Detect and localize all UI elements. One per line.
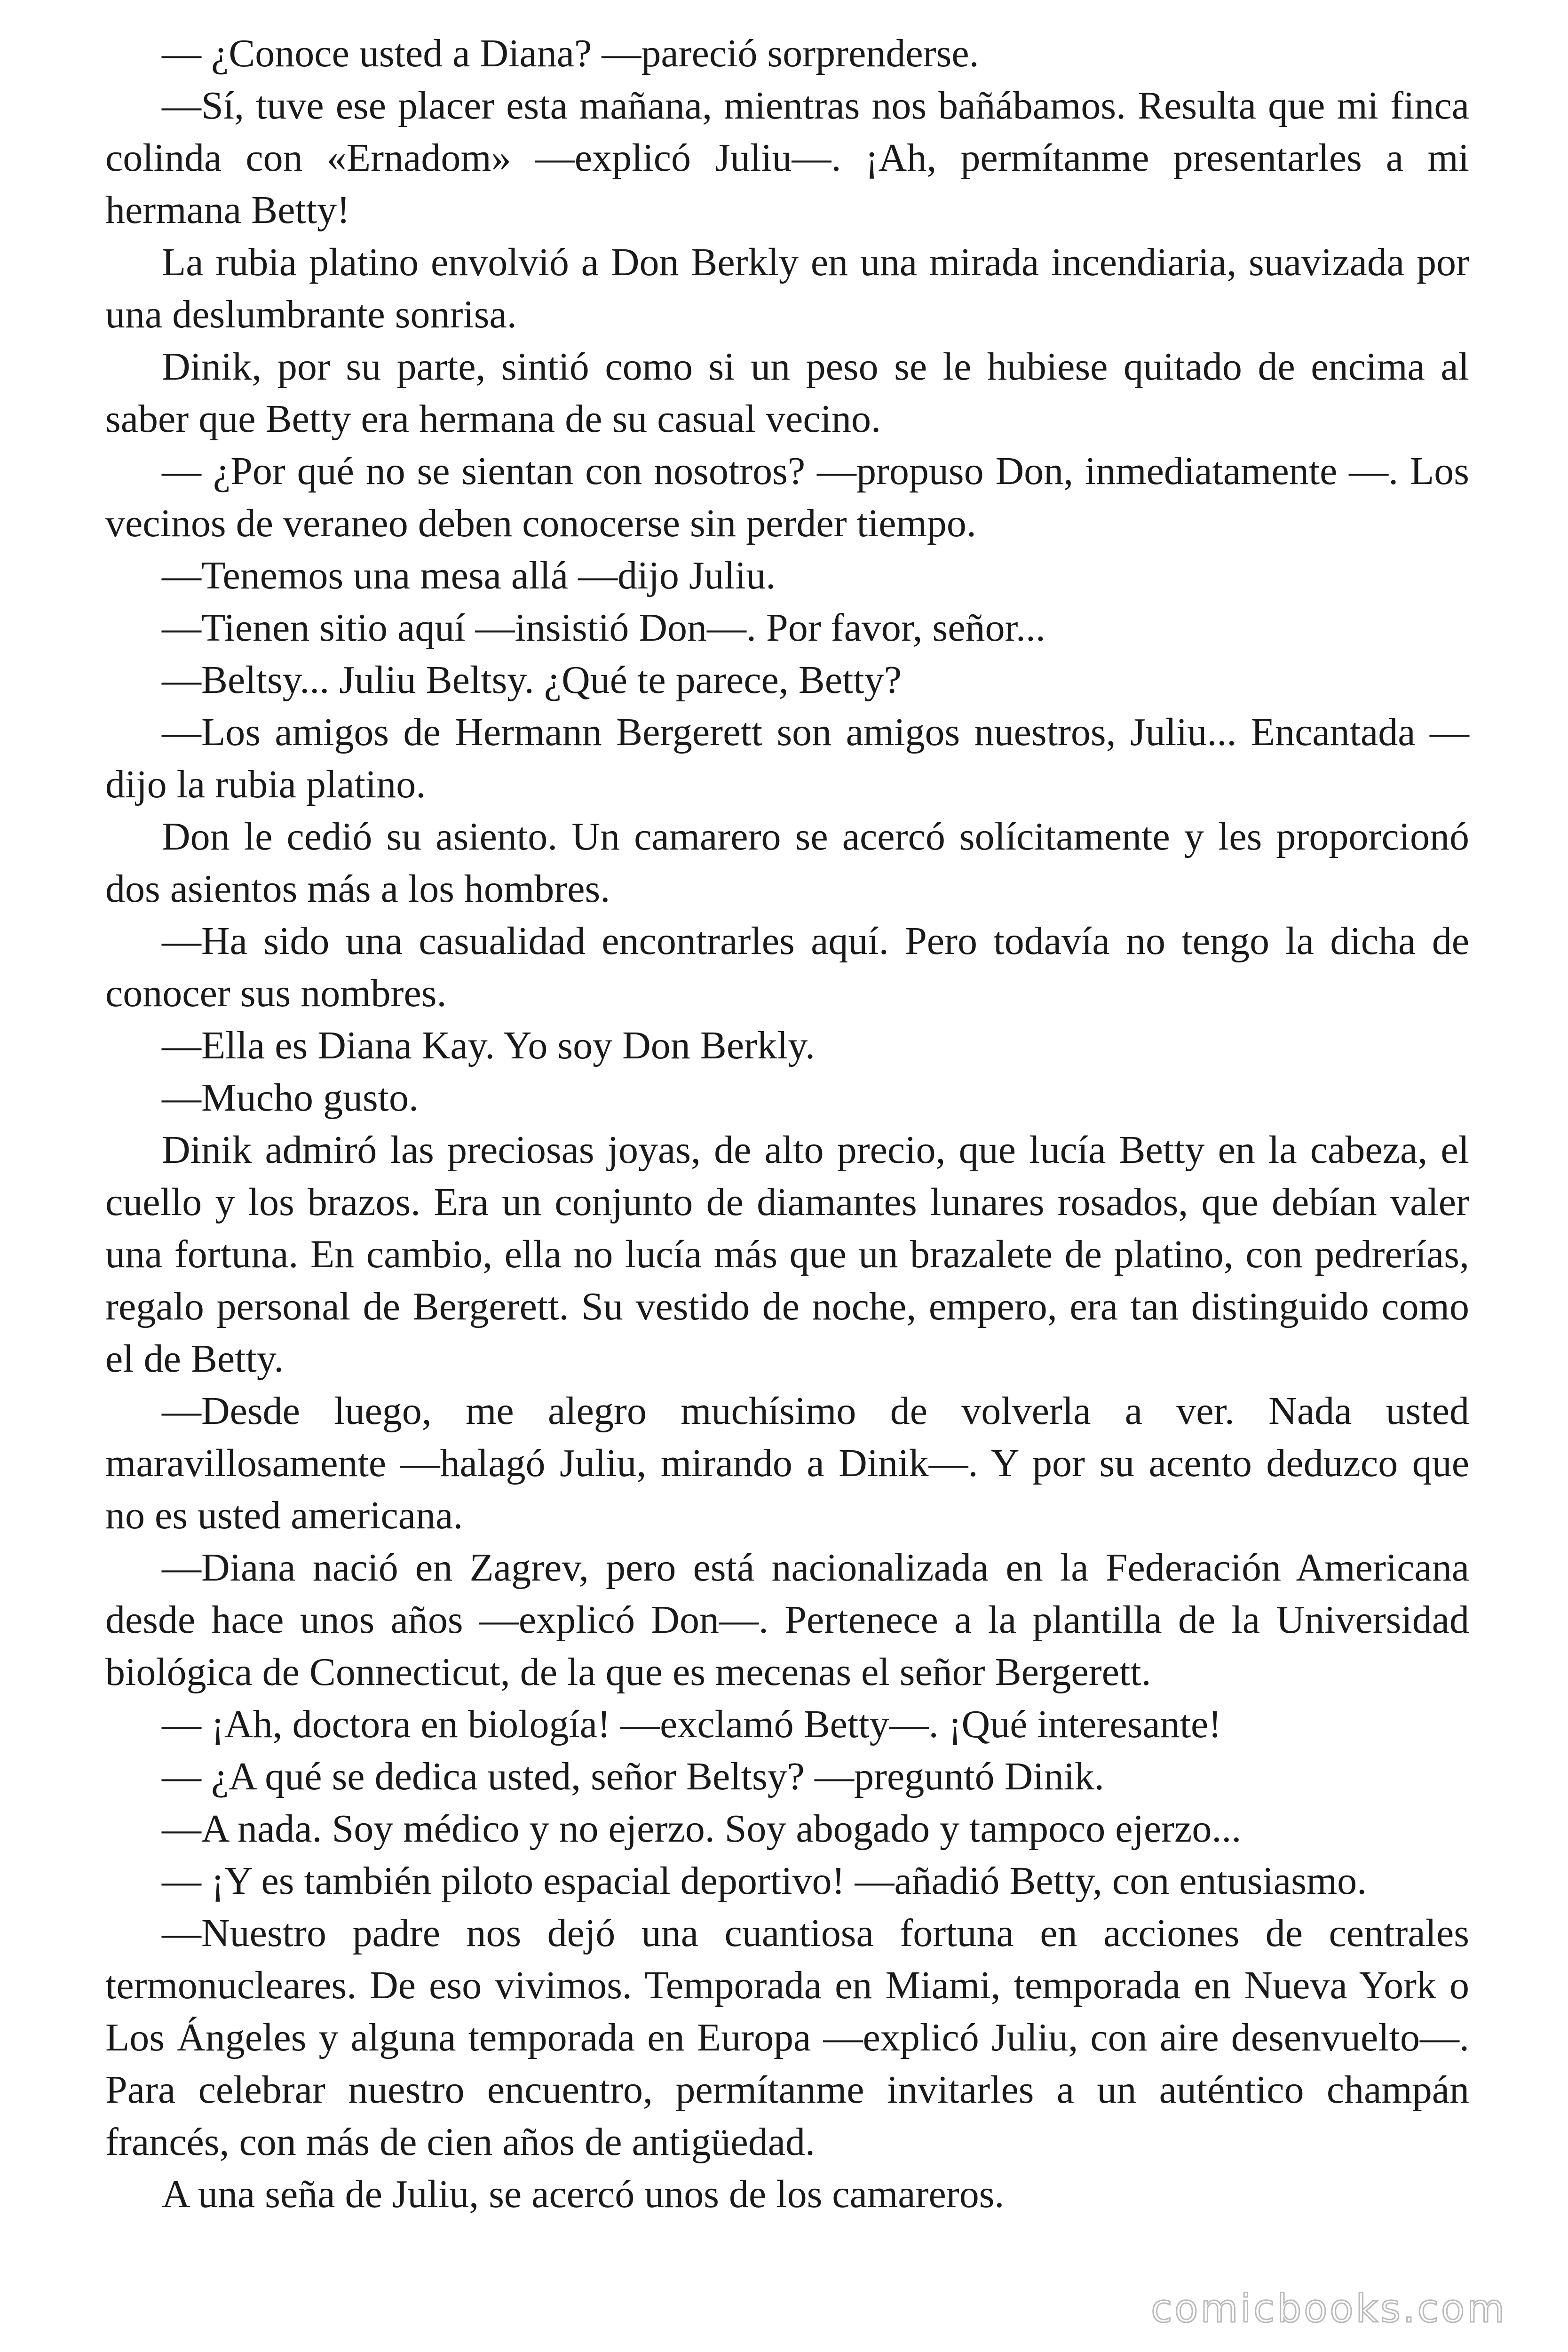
paragraph: —Tienen sitio aquí —insistió Don—. Por favor, señor... xyxy=(162,606,1045,650)
paragraph: —Los amigos de Hermann Bergerett son amigos nuestros, Juliu... Encantada —dijo la rubia platino. xyxy=(105,710,1469,806)
paragraph: —Beltsy... Juliu Beltsy. ¿Qué te parece, Betty? xyxy=(162,658,902,702)
paragraph: —Ha sido una casualidad encontrarles aquí. Pero todavía no tengo la dicha de conocer sus nombres. xyxy=(105,919,1469,1015)
body-text xyxy=(105,27,1469,2220)
paragraph: —Desde luego, me alegro muchísimo de volverla a ver. Nada usted maravillosamente —halagó Juliu, mirando a Dinik—. Y por su acento deduzco que no es usted americana. xyxy=(105,1389,1469,1537)
paragraph: — ¡Y es también piloto espacial deportivo! —añadió Betty, con entusiasmo. xyxy=(162,1859,1367,1903)
paragraph: —Diana nació en Zagrev, pero está nacionalizada en la Federación Americana desde hace unos años —explicó Don—. Pertenece a la plantilla de la Universidad biológica de Connecticut, de la que es mecenas el señor Bergerett. xyxy=(105,1546,1469,1694)
paragraph: Dinik admiró las preciosas joyas, de alto precio, que lucía Betty en la cabeza, el cuello y los brazos. Era un conjunto de diamantes lunares rosados, que debían valer una fortuna. En cambio, ella no lucía más que un brazalete de platino, con pedrerías, regalo personal de Bergerett. Su vestido de noche, empero, era tan distinguido como el de Betty. xyxy=(105,1128,1469,1381)
paragraph: — ¿Por qué no se sientan con nosotros? —propuso Don, inmediatamente —. Los vecinos de veraneo deben conocerse sin perder tiempo. xyxy=(105,449,1469,545)
paragraph: — ¿Conoce usted a Diana? —pareció sorprenderse. xyxy=(162,32,979,75)
paragraph: — ¡Ah, doctora en biología! —exclamó Betty—. ¡Qué interesante! xyxy=(162,1702,1222,1746)
watermark: comicbooks.com xyxy=(1151,2287,1507,2331)
paragraph: —Ella es Diana Kay. Yo soy Don Berkly. xyxy=(162,1024,815,1067)
paragraph: —Sí, tuve ese placer esta mañana, mientras nos bañábamos. Resulta que mi finca colinda con «Ernadom» —explicó Juliu—. ¡Ah, permítanme presentarles a mi hermana Betty! xyxy=(105,84,1469,232)
paragraph: —Tenemos una mesa allá —dijo Juliu. xyxy=(162,554,776,597)
paragraph: La rubia platino envolvió a Don Berkly en una mirada incendiaria, suavizada por una deslumbrante sonrisa. xyxy=(105,240,1469,336)
paragraph: — ¿A qué se dedica usted, señor Beltsy? —preguntó Dinik. xyxy=(162,1755,1104,1798)
paragraph: Dinik, por su parte, sintió como si un peso se le hubiese quitado de encima al saber que Betty era hermana de su casual vecino. xyxy=(105,345,1469,441)
paragraph: —Nuestro padre nos dejó una cuantiosa fortuna en acciones de centrales termonucleares. De eso vivimos. Temporada en Miami, temporada en Nueva York o Los Ángeles y alguna temporada en Europa —explicó Juliu, con aire desenvuelto—. Para celebrar nuestro encuentro, permítanme invitarles a un auténtico champán francés, con más de cien años de antigüedad. xyxy=(105,1911,1469,2164)
paragraph: —Mucho gusto. xyxy=(162,1076,419,1120)
paragraph: —A nada. Soy médico y no ejerzo. Soy abogado y tampoco ejerzo... xyxy=(162,1807,1242,1851)
paragraph: A una seña de Juliu, se acercó unos de los camareros. xyxy=(162,2172,1005,2216)
paragraph: Don le cedió su asiento. Un camarero se acercó solícitamente y les proporcionó dos asientos más a los hombres. xyxy=(105,815,1469,911)
